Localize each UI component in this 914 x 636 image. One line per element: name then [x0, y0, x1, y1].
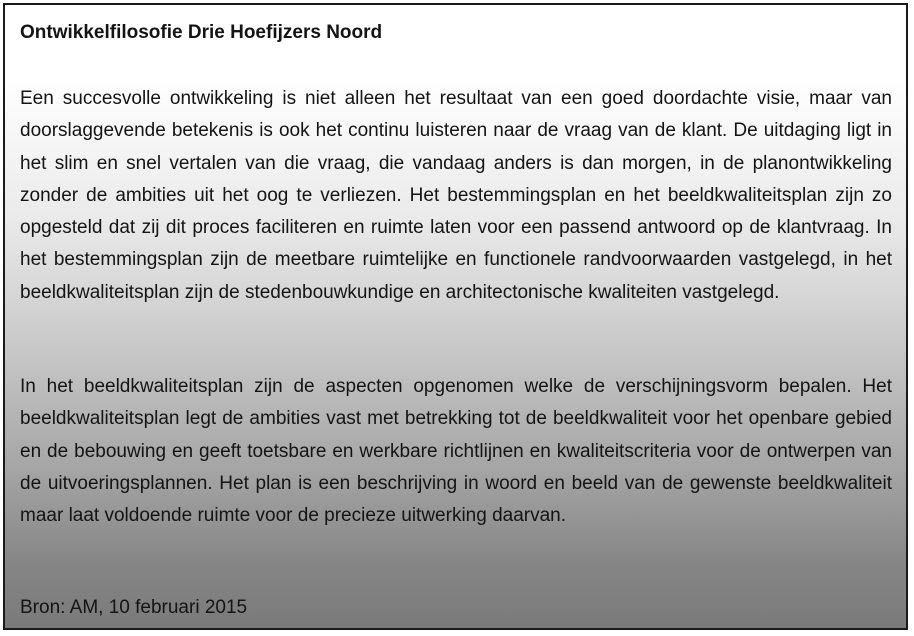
- paragraph-2: In het beeldkwaliteitsplan zijn de aspecten opgenomen welke de verschijningsvorm bepalen. Het beeldkwaliteitsplan legt de ambities vast met betrekking tot de beeldkwaliteit voor het openbare gebied en de bebouwing en geeft toetsbare en werkbare richtlijnen en kwaliteitscriteria voor de ontwerpen van de uitvoeringsplannen. Het plan is een beschrijving in woord en beeld van de gewenste beeldkwaliteit maar laat voldoende ruimte voor de precieze uitwerking daarvan.: [20, 376, 892, 527]
- box-title: Ontwikkelfilosofie Drie Hoefijzers Noord: [20, 22, 383, 43]
- source-note: Bron: AM, 10 februari 2015: [20, 597, 248, 618]
- paragraph-1: Een succesvolle ontwikkeling is niet alleen het resultaat van een goed doordachte visie, maar van doorslaggevende betekenis is ook het continu luisteren naar de vraag van de klant. De uitdaging ligt in het slim en snel vertalen van die vraag, die vandaag anders is dan morgen, in de planontwikkeling zonder de ambities uit het oog te verliezen. Het bestemmingsplan en het beeldkwaliteitsplan zijn zo opgesteld dat zij dit proces faciliteren en ruimte laten voor een passend antwoord op de klantvraag. In het bestemmingsplan zijn de meetbare ruimtelijke en functionele randvoorwaarden vastgelegd, in het beeldkwaliteitsplan zijn de stedenbouwkundige en architectonische kwaliteiten vastgelegd.: [20, 88, 892, 303]
- text-box: [3, 3, 908, 630]
